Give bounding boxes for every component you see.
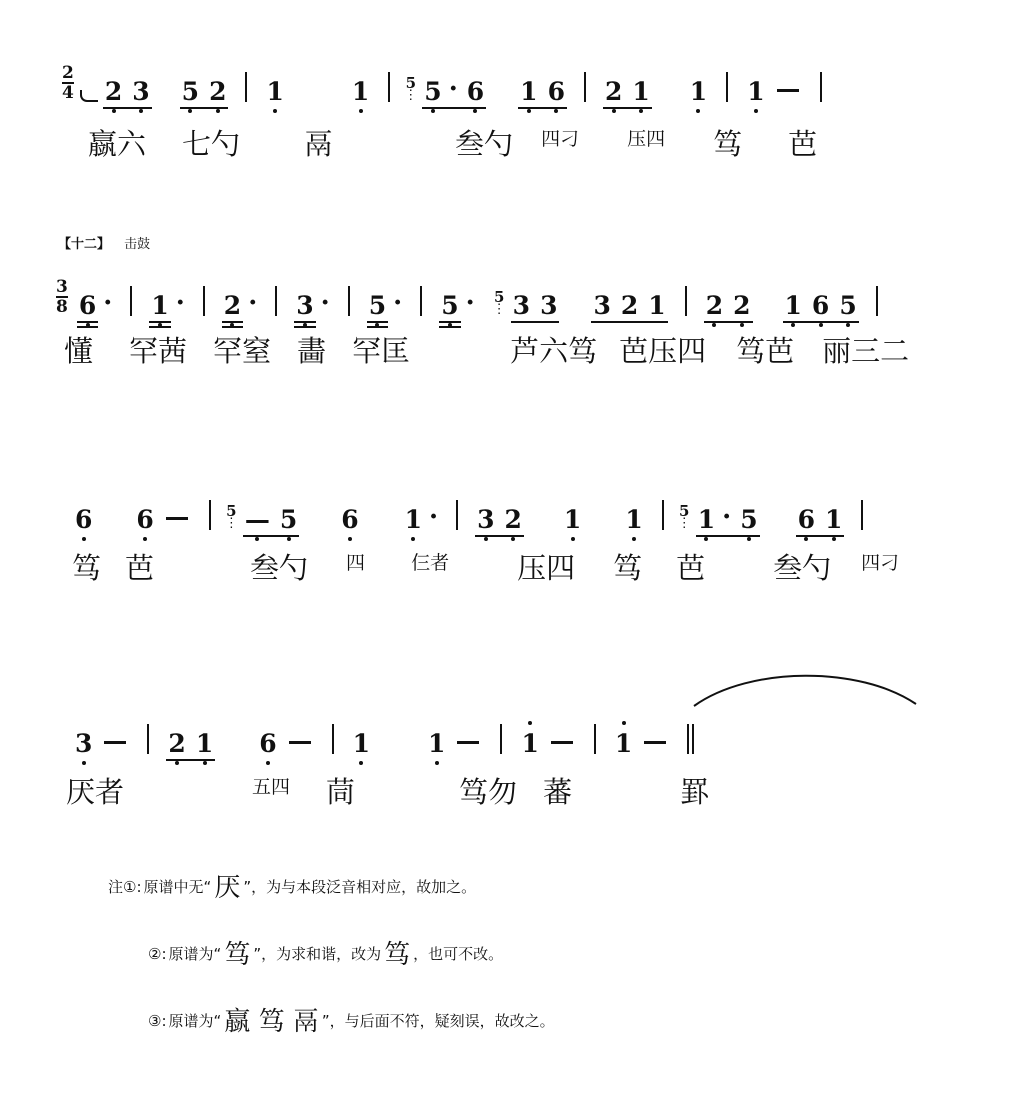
time-signature-2-4: $\frac{2}{4}$ xyxy=(62,63,74,103)
note: 1 xyxy=(351,77,370,106)
barline xyxy=(348,286,350,316)
tab-char: 笃 xyxy=(713,127,743,161)
tab-char: 芭 xyxy=(676,551,706,585)
tab-char: 笃 xyxy=(613,551,643,585)
augmentation-dot: · xyxy=(429,502,439,532)
footnote-2: ②: 原谱为 “ 笃 ” ，为求和谐，改为 笃 ，也可不改。 xyxy=(148,935,948,974)
tab-char: 叁勺 xyxy=(455,127,514,161)
footnote-text: 原谱为 xyxy=(168,1012,214,1031)
tab-char: 压四 xyxy=(627,128,666,150)
tablature-row-2 xyxy=(58,334,915,368)
note: 6 xyxy=(341,505,359,534)
tab-char: 四 xyxy=(346,552,366,574)
note: 2 xyxy=(168,729,186,758)
note: 1 xyxy=(352,729,371,758)
tab-char: 罕匡 xyxy=(352,334,411,368)
beam-group xyxy=(508,293,563,318)
footnote-marker: ③: xyxy=(148,1012,167,1031)
footnote-1: 注①: 原谱中无 “ 厌 ” ，为与本段泛音相对应，故加之。 xyxy=(108,868,948,907)
tie-slur xyxy=(690,670,920,710)
tab-char: 笃 xyxy=(72,551,102,585)
footnote-text: 原谱为 xyxy=(168,945,214,964)
tab-char: 厌者 xyxy=(66,775,125,809)
note: 3 xyxy=(477,505,495,534)
footnote-marker: 注①: xyxy=(108,878,142,897)
tab-char: 叁勺 xyxy=(250,551,309,585)
tab-char: 仨者 xyxy=(411,552,450,574)
note: 6 xyxy=(259,729,277,758)
note: 5 xyxy=(740,505,758,534)
section-number: 【十二】 xyxy=(58,237,111,252)
note: 1 xyxy=(195,729,214,758)
note: 1 xyxy=(266,77,284,106)
tab-char: 芭 xyxy=(788,127,818,161)
tab-char: 四刁 xyxy=(861,552,900,574)
note-row-2 xyxy=(56,262,892,318)
barline xyxy=(275,286,277,316)
section-instruction: 击鼓 xyxy=(124,237,151,252)
note: 1 xyxy=(428,729,446,758)
beam-group xyxy=(419,76,489,104)
harmonic-hook-icon: 5 ⋮ xyxy=(492,288,506,317)
augmentation-dot: · xyxy=(248,288,258,318)
tab-char: 懂 xyxy=(64,334,94,368)
beam-group xyxy=(693,504,763,532)
tab-char: 罫 xyxy=(680,775,710,809)
note: 3 xyxy=(540,291,558,320)
final-barline xyxy=(687,724,689,754)
note: 6 xyxy=(466,77,485,106)
note: 2 xyxy=(705,291,724,320)
beam-group xyxy=(588,293,670,318)
barline xyxy=(685,286,687,316)
beam-group xyxy=(600,79,655,104)
note: 2 xyxy=(504,505,522,534)
barline xyxy=(388,72,390,102)
tablature-row-1 xyxy=(82,127,823,161)
footnotes xyxy=(108,868,948,1069)
tab-char: 四刁 xyxy=(541,128,580,150)
note-row-1 xyxy=(62,58,836,104)
augmentation-dot: · xyxy=(393,288,403,318)
footnote-marker: ②: xyxy=(148,945,167,964)
barline xyxy=(861,500,863,530)
note: 2 xyxy=(209,77,227,106)
beam-group xyxy=(163,731,218,756)
note: 6 xyxy=(75,505,93,534)
augmentation-dot: · xyxy=(175,288,185,318)
note: 5 xyxy=(441,291,459,320)
augmentation-dot: · xyxy=(722,502,732,532)
note: 2 xyxy=(733,291,751,320)
note: 1 xyxy=(625,505,643,534)
note: — xyxy=(244,505,270,534)
note: 3 xyxy=(296,291,314,320)
note: 2 xyxy=(604,77,623,106)
augmentation-dot: · xyxy=(320,288,330,318)
tab-char: 䇔六 xyxy=(88,127,147,161)
footnote-tab-symbol: 䇔 笃 鬲 xyxy=(224,1007,319,1037)
barline xyxy=(147,724,149,754)
barline xyxy=(662,500,664,530)
footnote-3: ③: 原谱为 “ 䇔 笃 鬲 ” ，与后面不符，疑刻误，故改之。 xyxy=(148,1002,948,1041)
beam-group xyxy=(472,507,527,532)
harmonic-hook-icon: 5 ⋮ xyxy=(224,502,238,531)
barline xyxy=(500,724,502,754)
tab-char: 茼 xyxy=(326,775,356,809)
tablature-row-3 xyxy=(66,551,905,585)
beam-group xyxy=(364,293,391,318)
note: 1 xyxy=(404,505,423,534)
hold-dash xyxy=(166,517,188,520)
time-signature-3-8: $\frac{3}{8}$ xyxy=(56,277,68,317)
note: 1 xyxy=(563,505,582,534)
barline xyxy=(456,500,458,530)
footnote-tab-symbol-2: 笃 xyxy=(384,940,411,970)
note: 6 xyxy=(547,77,565,106)
tab-char: 笃芭 xyxy=(736,334,795,368)
harmonic-hook-icon: 5 ⋮ xyxy=(677,502,691,531)
note: 3 xyxy=(593,291,611,320)
note: 1 xyxy=(151,291,169,320)
note: 2 xyxy=(223,291,242,320)
note: 5 xyxy=(279,505,298,534)
beam-group xyxy=(146,293,173,318)
tab-char: 罕窒 xyxy=(213,334,272,368)
barline xyxy=(203,286,205,316)
beam-group xyxy=(701,293,756,318)
tab-char: 五四 xyxy=(252,776,291,798)
hold-dash xyxy=(104,741,126,744)
note: 1 xyxy=(521,729,539,758)
note: 1 xyxy=(632,77,650,106)
note: 5 xyxy=(424,77,442,106)
hold-dash xyxy=(777,89,799,92)
note: 5 xyxy=(368,291,387,320)
beam-group xyxy=(291,293,318,318)
footnote-text: ，与后面不符，疑刻误，故改之。 xyxy=(329,1012,555,1031)
beam-group xyxy=(100,79,155,104)
tab-char: 罕茜 xyxy=(129,334,188,368)
note: 1 xyxy=(825,505,843,534)
barline xyxy=(332,724,334,754)
tab-char: 畵 xyxy=(297,334,327,368)
note: 1 xyxy=(520,77,538,106)
beam-group xyxy=(436,293,463,318)
note: 1 xyxy=(784,291,802,320)
hold-dash xyxy=(289,741,311,744)
hold-dash xyxy=(551,741,573,744)
tab-char: 压四 xyxy=(517,551,576,585)
note: 6 xyxy=(78,291,97,320)
hold-dash xyxy=(644,741,666,744)
note: 1 xyxy=(747,77,765,106)
footnote-text: ，为求和谐，改为 xyxy=(261,945,382,964)
note: 3 xyxy=(132,77,150,106)
note: 6 xyxy=(136,505,154,534)
note-row-4 xyxy=(70,710,689,756)
barline xyxy=(726,72,728,102)
barline xyxy=(820,72,822,102)
barline xyxy=(876,286,878,316)
beam-group xyxy=(219,293,246,318)
tablature-row-4 xyxy=(60,775,715,809)
barline xyxy=(245,72,247,102)
tab-char: 七勺 xyxy=(182,127,241,161)
tab-char: 笃勿 xyxy=(459,775,518,809)
note: 2 xyxy=(104,77,123,106)
beam-group xyxy=(793,507,848,532)
augmentation-dot: · xyxy=(465,288,475,318)
tab-char: 芦六笃 xyxy=(510,334,598,368)
note: 6 xyxy=(797,505,815,534)
barline xyxy=(130,286,132,316)
harmonic-hook-icon xyxy=(80,89,100,104)
tab-char: 鬲 xyxy=(304,127,334,161)
tab-char: 蕃 xyxy=(543,775,573,809)
note: 5 xyxy=(181,77,200,106)
barline xyxy=(209,500,211,530)
section-heading xyxy=(58,233,150,252)
tab-char: 丽三二 xyxy=(822,334,910,368)
beam-group xyxy=(515,79,570,104)
augmentation-dot: · xyxy=(448,74,458,104)
augmentation-dot: · xyxy=(103,288,113,318)
note: 1 xyxy=(697,505,716,534)
note: 6 xyxy=(811,291,830,320)
hold-dash xyxy=(457,741,479,744)
footnote-tab-symbol: 厌 xyxy=(214,873,241,903)
footnote-text: ，也可不改。 xyxy=(413,945,504,964)
barline xyxy=(594,724,596,754)
footnote-tab-symbol: 笃 xyxy=(224,940,251,970)
note: 1 xyxy=(648,291,666,320)
tab-char: 芭 xyxy=(125,551,155,585)
tab-char: 芭压四 xyxy=(619,334,707,368)
tab-char: 叁勺 xyxy=(773,551,832,585)
beam-group xyxy=(177,79,232,104)
note: 1 xyxy=(689,77,708,106)
note: 2 xyxy=(620,291,639,320)
note-row-3 xyxy=(70,486,877,532)
note: 1 xyxy=(614,729,633,758)
beam-group xyxy=(780,293,862,318)
note: 3 xyxy=(75,729,93,758)
beam-group xyxy=(240,507,302,532)
barline xyxy=(584,72,586,102)
note: 3 xyxy=(512,291,531,320)
beam-group xyxy=(74,293,101,318)
footnote-text: ，为与本段泛音相对应，故加之。 xyxy=(251,878,477,897)
note: 5 xyxy=(839,291,857,320)
harmonic-hook-icon: 5 ⋮ xyxy=(404,74,418,103)
footnote-text: 原谱中无 xyxy=(143,878,204,897)
barline xyxy=(420,286,422,316)
